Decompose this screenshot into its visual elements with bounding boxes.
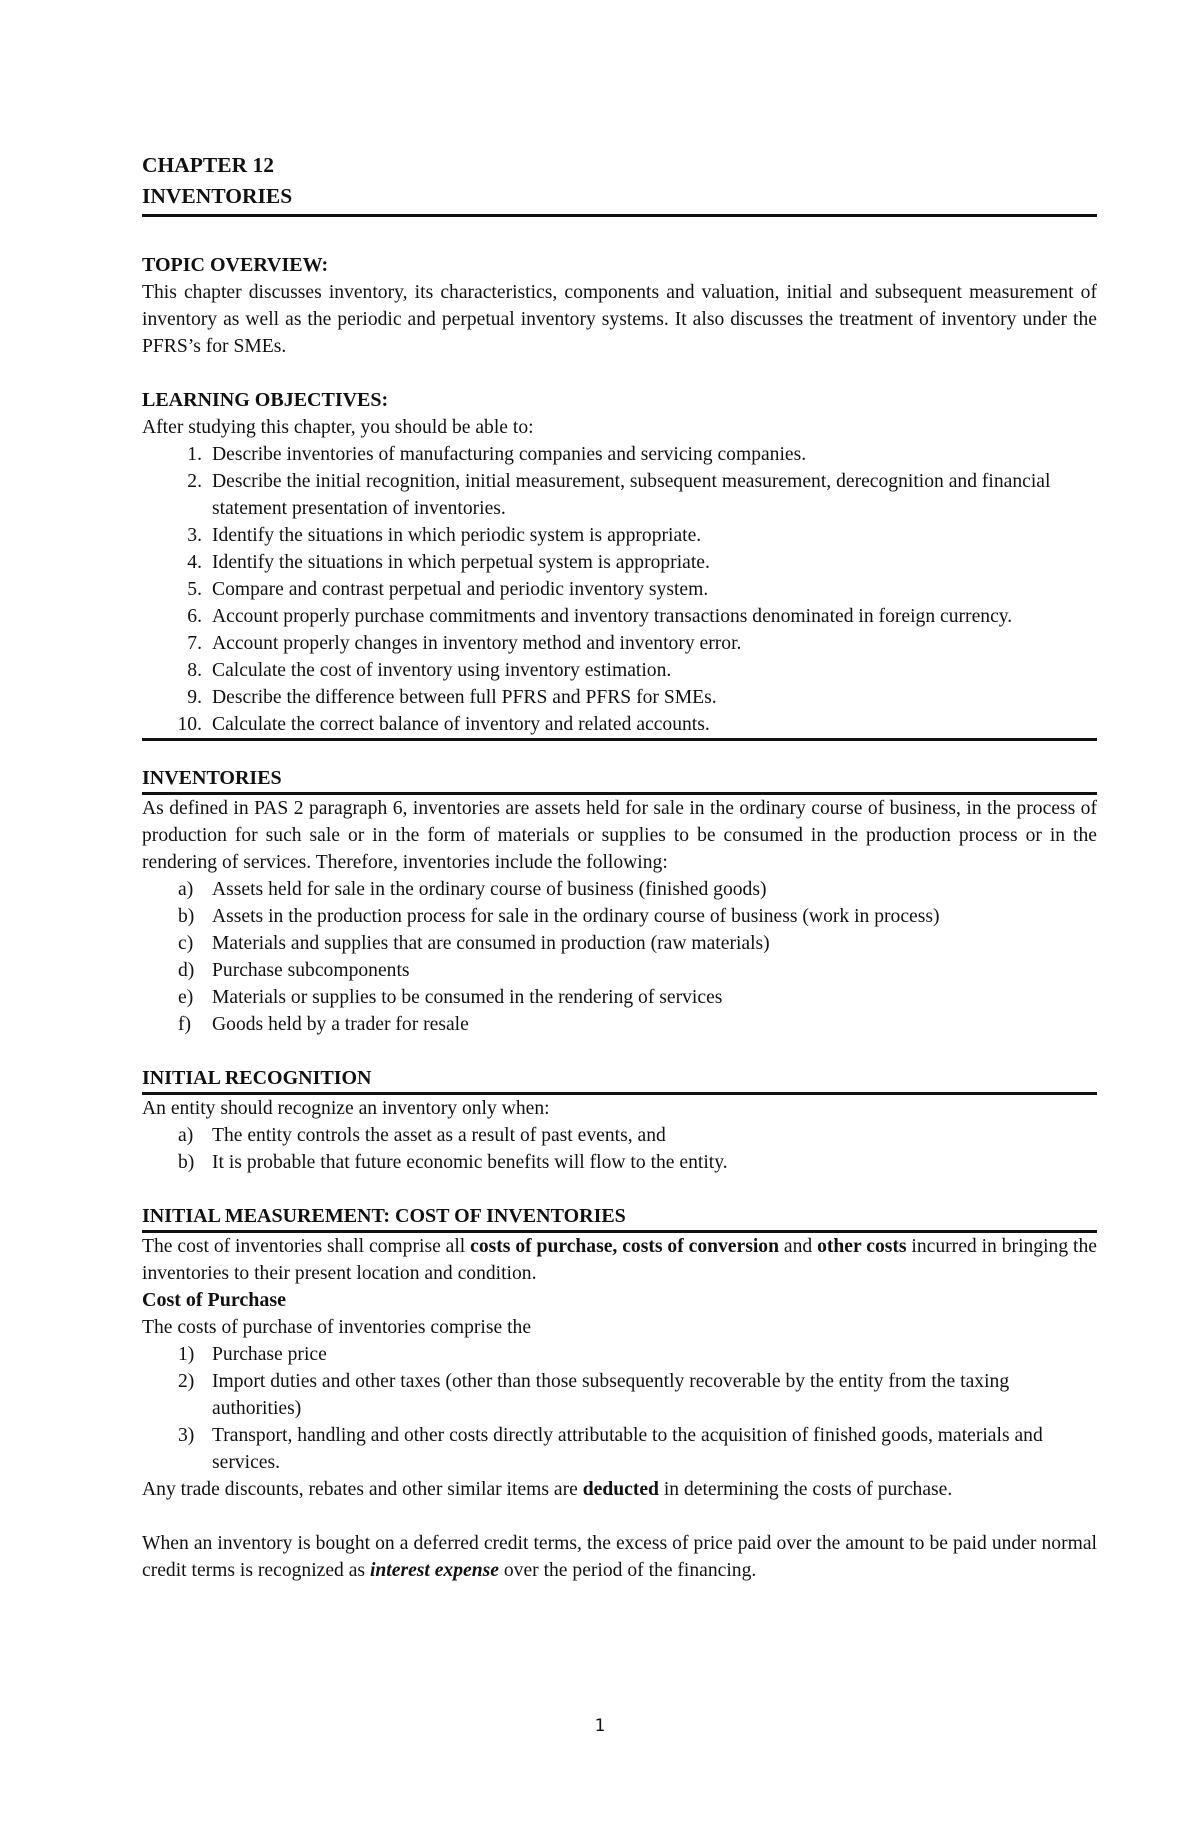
list-item: 2) Import duties and other taxes (other than those subsequently recoverable by the entity from the taxing authorities) <box>178 1371 1010 1419</box>
list-item: 8. Calculate the cost of inventory using inventory estimation. <box>187 660 672 681</box>
list-item: f) Goods held by a trader for resale <box>178 1014 469 1035</box>
inventories-heading: INVENTORIES <box>142 767 282 789</box>
trade-discounts-paragraph: Any trade discounts, rebates and other similar items are deducted in determining the costs of purchase. <box>142 1479 953 1500</box>
chapter-number: CHAPTER 12 <box>142 153 274 177</box>
list-item: c) Materials and supplies that are consumed in production (raw materials) <box>178 933 770 954</box>
objectives-heading: LEARNING OBJECTIVES: <box>142 389 389 411</box>
list-item: 2. Describe the initial recognition, initial measurement, subsequent measurement, derecognition and financial statement presentation of inventories. <box>187 471 1051 519</box>
objectives-intro: After studying this chapter, you should be able to: <box>142 417 534 438</box>
list-item: e) Materials or supplies to be consumed in the rendering of services <box>178 987 723 1008</box>
list-item: a) Assets held for sale in the ordinary course of business (finished goods) <box>178 879 767 900</box>
list-item: d) Purchase subcomponents <box>178 960 410 981</box>
cost-of-purchase-heading: Cost of Purchase <box>142 1289 287 1311</box>
list-item: 7. Account properly changes in inventory method and inventory error. <box>187 633 742 654</box>
overview-heading: TOPIC OVERVIEW: <box>142 254 329 276</box>
list-item: 9. Describe the difference between full PFRS and PFRS for SMEs. <box>187 687 717 708</box>
page-number: 1 <box>594 1716 606 1736</box>
cost-of-purchase-intro: The costs of purchase of inventories comprise the <box>142 1317 532 1338</box>
inventories-text: As defined in PAS 2 paragraph 6, inventories are assets held for sale in the ordinary course of business, in the process of production for such sale or in the form of materials or supplies to be consumed in the production process or in the rendering of services. Therefore, inventories include the following: <box>142 798 1097 873</box>
recognition-intro: An entity should recognize an inventory only when: <box>142 1098 550 1119</box>
list-item: 1. Describe inventories of manufacturing companies and servicing companies. <box>187 444 807 465</box>
document-page <box>142 150 1097 1584</box>
list-item: 6. Account properly purchase commitments and inventory transactions denominated in foreign currency. <box>187 606 1013 627</box>
list-item: a) The entity controls the asset as a result of past events, and <box>178 1125 666 1146</box>
list-item: 3. Identify the situations in which periodic system is appropriate. <box>187 525 702 546</box>
list-item: 5. Compare and contrast perpetual and periodic inventory system. <box>187 579 709 600</box>
list-item: b) It is probable that future economic benefits will flow to the entity. <box>178 1152 728 1173</box>
cost-of-purchase-list <box>142 1341 1097 1476</box>
deferred-credit-paragraph: When an inventory is bought on a deferred credit terms, the excess of price paid over the amount to be paid under normal credit terms is recognized as interest expense over the period of the financing. <box>142 1533 1097 1581</box>
list-item: 10. Calculate the correct balance of inventory and related accounts. <box>177 714 710 735</box>
list-item: 1) Purchase price <box>178 1344 327 1365</box>
measurement-heading: INITIAL MEASUREMENT: COST OF INVENTORIES <box>142 1205 626 1227</box>
list-item: 4. Identify the situations in which perpetual system is appropriate. <box>187 552 710 573</box>
measurement-paragraph: The cost of inventories shall comprise all costs of purchase, costs of conversion and other costs incurred in bringing the inventories to their present location and condition. <box>142 1236 1097 1284</box>
overview-text: This chapter discusses inventory, its characteristics, components and valuation, initial and subsequent measurement of inventory as well as the periodic and perpetual inventory systems. It also discusses the treatment of inventory under the PFRS’s for SMEs. <box>142 282 1097 357</box>
list-item: b) Assets in the production process for sale in the ordinary course of business (work in process) <box>178 906 940 927</box>
recognition-list <box>142 1122 1097 1176</box>
chapter-title: INVENTORIES <box>142 184 293 208</box>
recognition-heading: INITIAL RECOGNITION <box>142 1067 372 1089</box>
inventories-list <box>142 876 1097 1038</box>
objectives-list <box>142 441 1097 738</box>
list-item: 3) Transport, handling and other costs directly attributable to the acquisition of finished goods, materials and services. <box>178 1425 1043 1473</box>
